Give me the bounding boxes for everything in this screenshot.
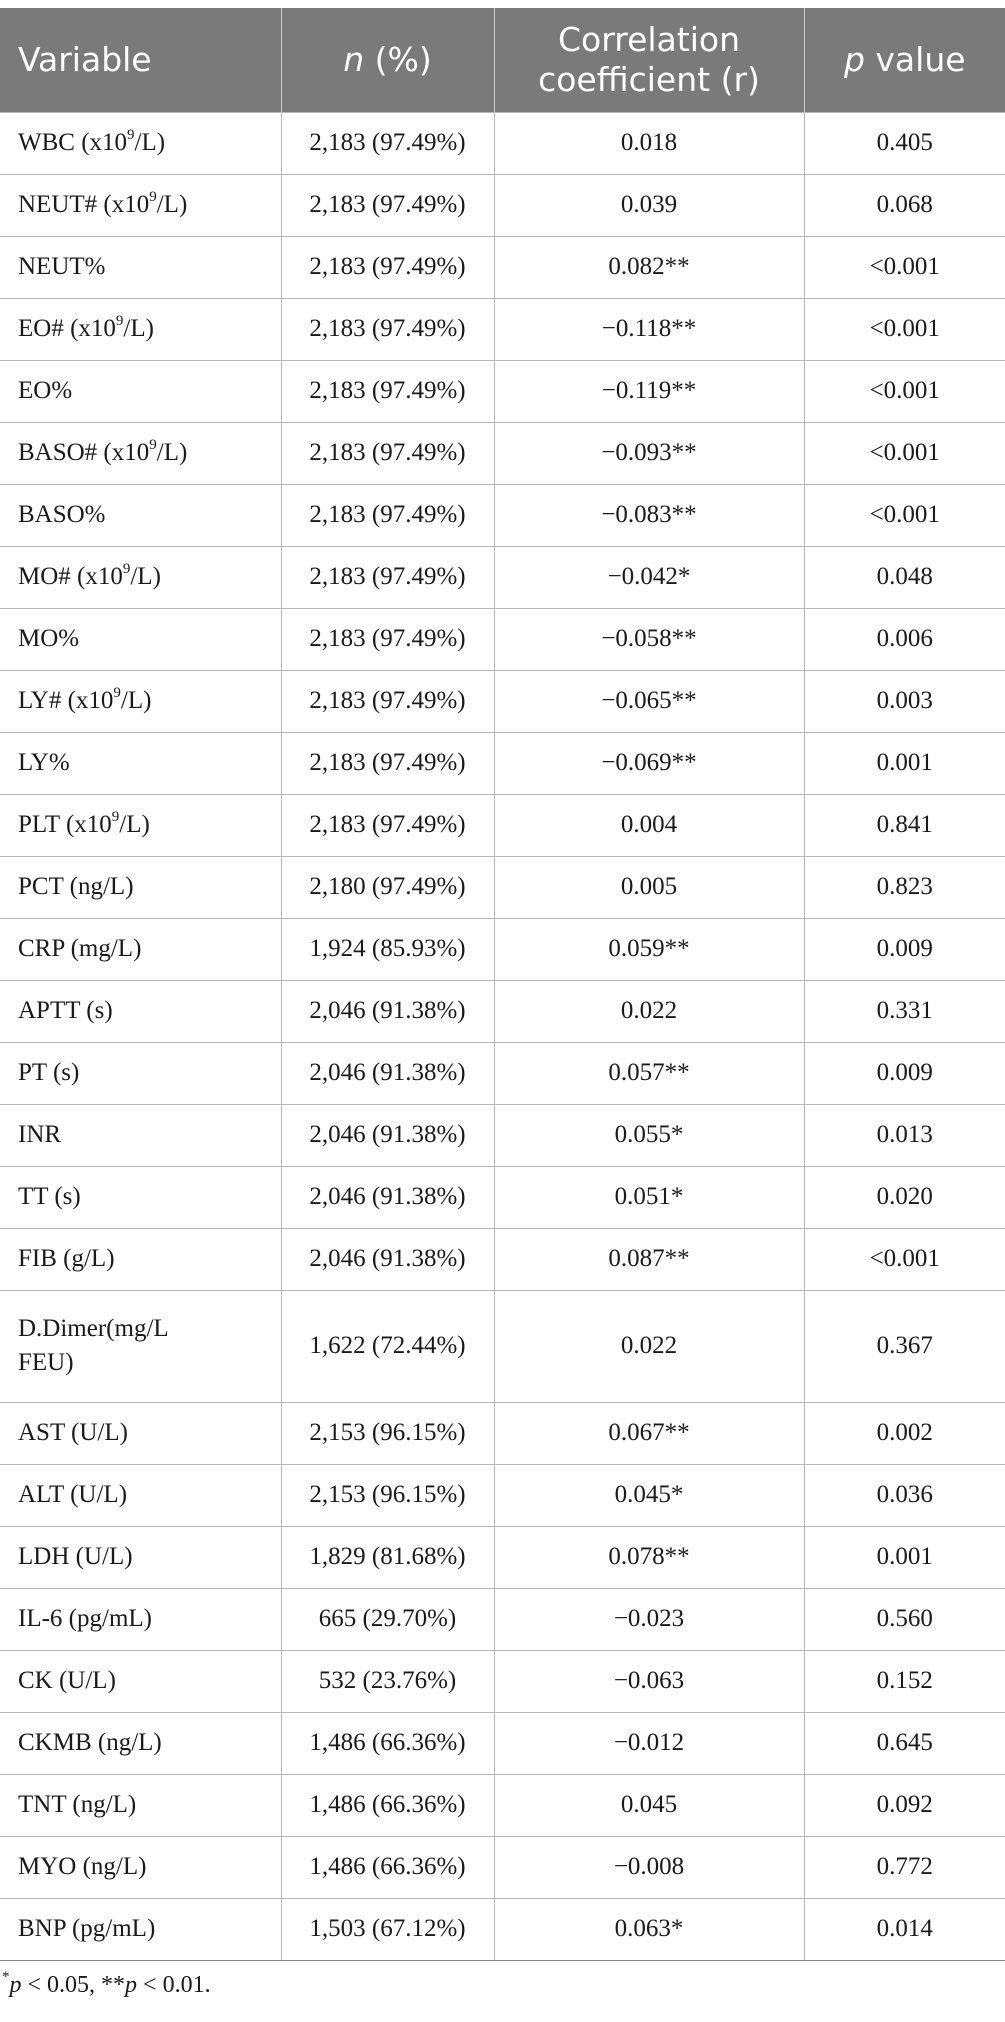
variable-name: MYO (ng/L) <box>18 1853 147 1880</box>
cell-correlation: 0.005 <box>494 856 804 918</box>
cell-correlation: 0.059** <box>494 918 804 980</box>
header-corr-line2: coefficient (r) <box>538 59 760 99</box>
table-row <box>0 980 1005 1042</box>
cell-n-percent: 1,829 (81.68%) <box>281 1526 494 1588</box>
table-row <box>0 1588 1005 1650</box>
table-row <box>0 174 1005 236</box>
cell-variable <box>0 856 281 918</box>
cell-correlation: 0.045* <box>494 1464 804 1526</box>
cell-variable <box>0 1104 281 1166</box>
cell-n-percent: 2,183 (97.49%) <box>281 484 494 546</box>
table-header <box>0 8 1005 112</box>
cell-n-percent: 2,183 (97.49%) <box>281 732 494 794</box>
header-corr-line1: Correlation <box>558 19 740 59</box>
cell-p-value: 0.003 <box>804 670 1005 732</box>
variable-name: BASO# (x10 <box>18 439 150 466</box>
cell-n-percent: 2,153 (96.15%) <box>281 1464 494 1526</box>
cell-variable <box>0 298 281 360</box>
footnote-star: * <box>2 1969 10 1985</box>
cell-n-percent: 532 (23.76%) <box>281 1650 494 1712</box>
variable-name: APTT (s) <box>18 997 113 1024</box>
cell-variable <box>0 608 281 670</box>
variable-superscript: 9 <box>113 684 121 701</box>
cell-n-percent: 2,183 (97.49%) <box>281 608 494 670</box>
cell-correlation: 0.055* <box>494 1104 804 1166</box>
variable-superscript: 9 <box>122 560 131 577</box>
cell-p-value: 0.092 <box>804 1774 1005 1836</box>
cell-p-value: <0.001 <box>804 484 1005 546</box>
table-row <box>0 1228 1005 1290</box>
variable-name: LY# (x10 <box>18 687 114 714</box>
variable-name: IL-6 (pg/mL) <box>18 1605 152 1632</box>
header-variable-label: Variable <box>18 39 152 79</box>
cell-n-percent: 2,046 (91.38%) <box>281 1166 494 1228</box>
variable-name: D.Dimer(mg/L FEU) <box>18 1315 168 1376</box>
correlation-table <box>0 8 1005 1961</box>
cell-variable <box>0 1898 281 1960</box>
cell-correlation: 0.004 <box>494 794 804 856</box>
cell-n-percent: 2,183 (97.49%) <box>281 422 494 484</box>
cell-variable <box>0 1166 281 1228</box>
variable-name: NEUT% <box>18 253 106 280</box>
cell-p-value: 0.405 <box>804 112 1005 174</box>
cell-n-percent: 2,046 (91.38%) <box>281 1228 494 1290</box>
table-footnote <box>0 1969 211 1999</box>
cell-correlation: −0.042* <box>494 546 804 608</box>
cell-correlation: 0.087** <box>494 1228 804 1290</box>
header-n-percent <box>281 8 494 112</box>
variable-name: ALT (U/L) <box>18 1481 128 1508</box>
cell-correlation: −0.119** <box>494 360 804 422</box>
table-row <box>0 670 1005 732</box>
variable-unit: /L) <box>156 439 188 466</box>
cell-variable <box>0 918 281 980</box>
cell-variable <box>0 794 281 856</box>
variable-name: NEUT# (x10 <box>18 191 150 218</box>
cell-correlation: 0.082** <box>494 236 804 298</box>
cell-variable <box>0 1712 281 1774</box>
cell-variable <box>0 360 281 422</box>
cell-p-value: 0.036 <box>804 1464 1005 1526</box>
cell-n-percent: 2,183 (97.49%) <box>281 112 494 174</box>
cell-correlation: 0.051* <box>494 1166 804 1228</box>
header-p-italic: p <box>843 39 865 79</box>
cell-variable <box>0 670 281 732</box>
variable-name: FIB (g/L) <box>18 1245 115 1272</box>
cell-p-value: <0.001 <box>804 1228 1005 1290</box>
cell-n-percent: 2,153 (96.15%) <box>281 1402 494 1464</box>
table-row <box>0 360 1005 422</box>
table-row <box>0 298 1005 360</box>
table-row <box>0 794 1005 856</box>
cell-correlation: 0.022 <box>494 1290 804 1402</box>
variable-name: CKMB (ng/L) <box>18 1729 162 1756</box>
table-row <box>0 236 1005 298</box>
table-row <box>0 1104 1005 1166</box>
cell-p-value: 0.772 <box>804 1836 1005 1898</box>
cell-p-value: 0.367 <box>804 1290 1005 1402</box>
table-row <box>0 1402 1005 1464</box>
cell-p-value: 0.001 <box>804 732 1005 794</box>
variable-name: CRP (mg/L) <box>18 935 142 962</box>
variable-name: LDH (U/L) <box>18 1543 133 1570</box>
table-row <box>0 1712 1005 1774</box>
variable-name: TNT (ng/L) <box>18 1791 137 1818</box>
table-row <box>0 918 1005 980</box>
cell-p-value: 0.645 <box>804 1712 1005 1774</box>
variable-name: WBC (x10 <box>18 129 128 156</box>
cell-correlation: 0.045 <box>494 1774 804 1836</box>
cell-p-value: 0.152 <box>804 1650 1005 1712</box>
variable-name: PCT (ng/L) <box>18 873 134 900</box>
cell-p-value: 0.841 <box>804 794 1005 856</box>
cell-variable <box>0 1042 281 1104</box>
table-row <box>0 732 1005 794</box>
cell-variable <box>0 112 281 174</box>
cell-n-percent: 2,046 (91.38%) <box>281 980 494 1042</box>
table-row <box>0 1464 1005 1526</box>
variable-name: PT (s) <box>18 1059 80 1086</box>
cell-n-percent: 1,486 (66.36%) <box>281 1774 494 1836</box>
cell-n-percent: 1,486 (66.36%) <box>281 1836 494 1898</box>
table-row <box>0 1650 1005 1712</box>
cell-variable <box>0 1650 281 1712</box>
cell-n-percent: 2,183 (97.49%) <box>281 360 494 422</box>
cell-variable <box>0 236 281 298</box>
cell-n-percent: 665 (29.70%) <box>281 1588 494 1650</box>
cell-variable <box>0 1526 281 1588</box>
header-n-rest: (%) <box>364 39 432 79</box>
table-row <box>0 484 1005 546</box>
variable-name: INR <box>18 1121 62 1148</box>
cell-correlation: −0.058** <box>494 608 804 670</box>
cell-p-value: 0.014 <box>804 1898 1005 1960</box>
table-row <box>0 1526 1005 1588</box>
table-row <box>0 422 1005 484</box>
cell-n-percent: 2,046 (91.38%) <box>281 1104 494 1166</box>
cell-n-percent: 2,046 (91.38%) <box>281 1042 494 1104</box>
cell-correlation: −0.008 <box>494 1836 804 1898</box>
header-p-rest: value <box>864 39 966 79</box>
cell-n-percent: 1,503 (67.12%) <box>281 1898 494 1960</box>
variable-superscript: 9 <box>111 808 120 825</box>
variable-name: PLT (x10 <box>18 811 112 838</box>
cell-p-value: 0.823 <box>804 856 1005 918</box>
cell-correlation: 0.078** <box>494 1526 804 1588</box>
variable-unit: /L) <box>134 129 166 156</box>
cell-variable <box>0 174 281 236</box>
cell-variable <box>0 732 281 794</box>
header-variable <box>0 8 281 112</box>
cell-p-value: 0.006 <box>804 608 1005 670</box>
cell-p-value: 0.020 <box>804 1166 1005 1228</box>
cell-variable <box>0 484 281 546</box>
table-row <box>0 1774 1005 1836</box>
cell-n-percent: 1,924 (85.93%) <box>281 918 494 980</box>
cell-p-value: 0.560 <box>804 1588 1005 1650</box>
variable-name: MO% <box>18 625 80 652</box>
cell-correlation: −0.093** <box>494 422 804 484</box>
variable-superscript: 9 <box>115 312 124 329</box>
cell-p-value: 0.009 <box>804 1042 1005 1104</box>
cell-correlation: 0.039 <box>494 174 804 236</box>
cell-variable <box>0 1464 281 1526</box>
variable-superscript: 9 <box>149 188 157 205</box>
variable-name: BNP (pg/mL) <box>18 1915 156 1942</box>
cell-variable <box>0 1588 281 1650</box>
correlation-table-container <box>0 8 1005 1961</box>
cell-correlation: 0.022 <box>494 980 804 1042</box>
table-row <box>0 1898 1005 1960</box>
variable-name: LY% <box>18 749 70 776</box>
cell-p-value: 0.009 <box>804 918 1005 980</box>
table-body <box>0 112 1005 1960</box>
cell-correlation: −0.063 <box>494 1650 804 1712</box>
variable-name: EO% <box>18 377 73 404</box>
cell-n-percent: 2,180 (97.49%) <box>281 856 494 918</box>
cell-n-percent: 2,183 (97.49%) <box>281 794 494 856</box>
cell-variable <box>0 1228 281 1290</box>
variable-name: MO# (x10 <box>18 563 123 590</box>
variable-unit: /L) <box>120 687 152 714</box>
cell-p-value: 0.331 <box>804 980 1005 1042</box>
variable-name: EO# (x10 <box>18 315 116 342</box>
variable-unit: /L) <box>119 811 150 838</box>
cell-correlation: 0.067** <box>494 1402 804 1464</box>
cell-correlation: −0.069** <box>494 732 804 794</box>
cell-variable <box>0 1774 281 1836</box>
cell-n-percent: 1,486 (66.36%) <box>281 1712 494 1774</box>
cell-correlation: 0.018 <box>494 112 804 174</box>
cell-n-percent: 2,183 (97.49%) <box>281 546 494 608</box>
table-row <box>0 546 1005 608</box>
table-row <box>0 112 1005 174</box>
cell-correlation: −0.023 <box>494 1588 804 1650</box>
cell-n-percent: 1,622 (72.44%) <box>281 1290 494 1402</box>
cell-n-percent: 2,183 (97.49%) <box>281 236 494 298</box>
variable-unit: /L) <box>130 563 161 590</box>
cell-variable <box>0 422 281 484</box>
cell-p-value: 0.002 <box>804 1402 1005 1464</box>
variable-name: TT (s) <box>18 1183 81 1210</box>
cell-variable <box>0 1290 281 1402</box>
cell-n-percent: 2,183 (97.49%) <box>281 298 494 360</box>
table-row <box>0 1836 1005 1898</box>
cell-variable <box>0 1402 281 1464</box>
variable-unit: /L) <box>123 315 154 342</box>
variable-unit: /L) <box>156 191 188 218</box>
cell-p-value: 0.001 <box>804 1526 1005 1588</box>
footnote-p1: p <box>9 1972 22 1998</box>
table-row <box>0 1290 1005 1402</box>
cell-p-value: <0.001 <box>804 360 1005 422</box>
header-row <box>0 8 1005 112</box>
cell-correlation: 0.057** <box>494 1042 804 1104</box>
cell-n-percent: 2,183 (97.49%) <box>281 670 494 732</box>
variable-superscript: 9 <box>149 436 157 453</box>
table-row <box>0 1166 1005 1228</box>
cell-correlation: −0.118** <box>494 298 804 360</box>
footnote-text2: < 0.01. <box>137 1972 211 1998</box>
variable-name: CK (U/L) <box>18 1667 116 1694</box>
header-n-italic: n <box>343 39 365 79</box>
cell-p-value: 0.068 <box>804 174 1005 236</box>
cell-n-percent: 2,183 (97.49%) <box>281 174 494 236</box>
cell-p-value: <0.001 <box>804 298 1005 360</box>
variable-name: AST (U/L) <box>18 1419 128 1446</box>
cell-correlation: −0.083** <box>494 484 804 546</box>
cell-p-value: <0.001 <box>804 236 1005 298</box>
cell-variable <box>0 1836 281 1898</box>
cell-correlation: −0.012 <box>494 1712 804 1774</box>
header-p-value <box>804 8 1005 112</box>
header-correlation <box>494 8 804 112</box>
variable-name: BASO% <box>18 501 106 528</box>
cell-p-value: <0.001 <box>804 422 1005 484</box>
footnote-p2: p <box>125 1972 138 1998</box>
table-row <box>0 608 1005 670</box>
variable-superscript: 9 <box>127 126 135 143</box>
cell-p-value: 0.048 <box>804 546 1005 608</box>
cell-correlation: 0.063* <box>494 1898 804 1960</box>
table-row <box>0 1042 1005 1104</box>
cell-correlation: −0.065** <box>494 670 804 732</box>
table-row <box>0 856 1005 918</box>
cell-variable <box>0 980 281 1042</box>
cell-p-value: 0.013 <box>804 1104 1005 1166</box>
footnote-text1: < 0.05, ** <box>21 1972 126 1998</box>
cell-variable <box>0 546 281 608</box>
